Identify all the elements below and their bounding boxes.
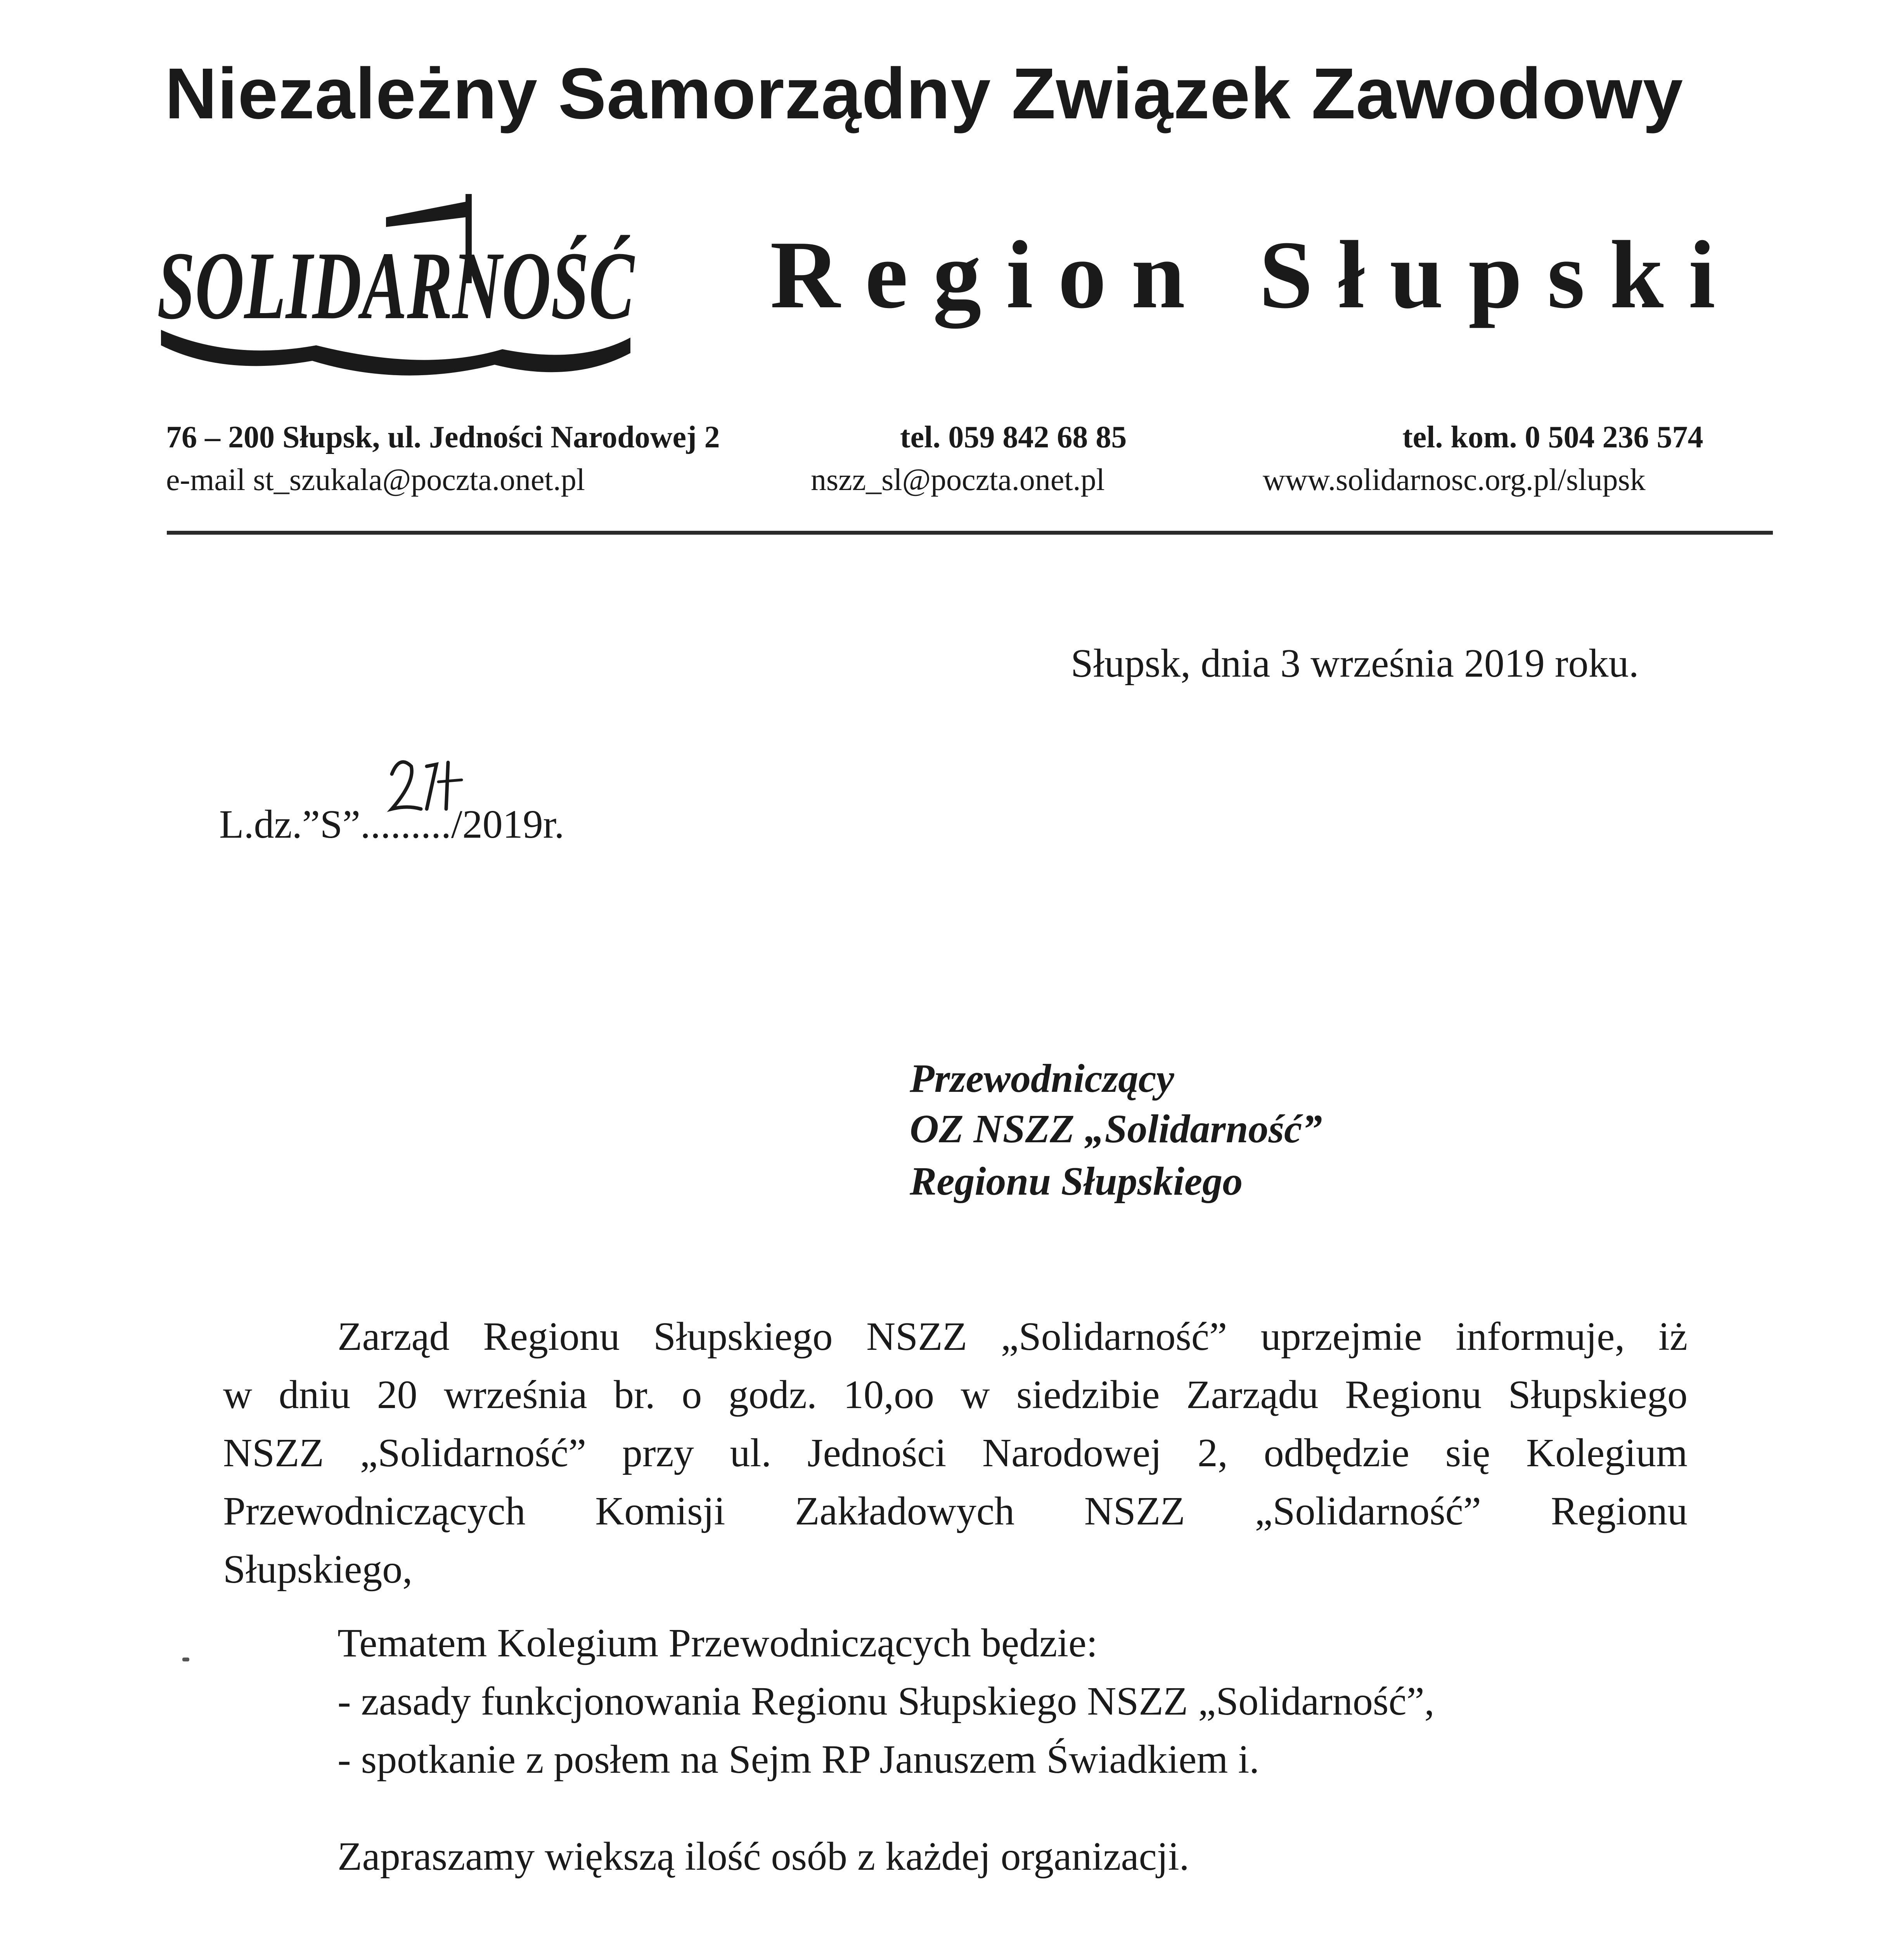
addressee-line-2: OZ NSZZ „Solidarność” bbox=[910, 1107, 1322, 1151]
svg-text:SOLIDARNOŚĆ: SOLIDARNOŚĆ bbox=[157, 232, 635, 340]
reference-suffix: /2019r. bbox=[451, 802, 564, 847]
paragraph-line: Słupskiego, bbox=[223, 1547, 413, 1592]
main-paragraph bbox=[223, 1308, 1688, 1599]
invitation: Zapraszamy większą ilość osób z każdej organizacji. bbox=[338, 1834, 1189, 1879]
email-2: nszz_sl@poczta.onet.pl bbox=[811, 463, 1105, 497]
mobile-phone: tel. kom. 0 504 236 574 bbox=[1402, 420, 1703, 454]
addressee-line-3: Regionu Słupskiego bbox=[910, 1159, 1243, 1204]
paragraph-line: w dniu 20 września br. o godz. 10,oo w siedzibie Zarządu Regionu Słupskiego bbox=[223, 1372, 1688, 1417]
topic-item: - spotkanie z posłem na Sejm RP Januszem Świadkiem i. bbox=[338, 1737, 1260, 1782]
solidarnosc-logo bbox=[153, 190, 642, 392]
scan-speck bbox=[182, 1658, 189, 1661]
header-divider bbox=[167, 531, 1773, 535]
topics-intro: Tematem Kolegium Przewodniczących będzie: bbox=[338, 1621, 1098, 1665]
phone: tel. 059 842 68 85 bbox=[900, 420, 1127, 454]
paragraph-line: NSZZ „Solidarność” przy ul. Jedności Narodowej 2, odbędzie się Kolegium bbox=[223, 1431, 1688, 1475]
paragraph-line: Przewodniczących Komisji Zakładowych NSZZ „Solidarność” Regionu bbox=[223, 1489, 1688, 1533]
website: www.solidarnosc.org.pl/slupsk bbox=[1263, 463, 1646, 497]
topic-item: - zasady funkcjonowania Regionu Słupskiego NSZZ „Solidarność”, bbox=[338, 1679, 1435, 1723]
email-1: e-mail st_szukala@poczta.onet.pl bbox=[166, 463, 585, 497]
region-title: Region Słupski bbox=[770, 221, 1740, 329]
address: 76 – 200 Słupsk, ul. Jedności Narodowej 2 bbox=[166, 420, 720, 454]
handwritten-reference-number bbox=[384, 751, 473, 828]
union-name: Niezależny Samorządny Związek Zawodowy bbox=[165, 54, 1684, 134]
paragraph-line: Zarząd Regionu Słupskiego NSZZ „Solidarność” uprzejmie informuje, iż bbox=[338, 1314, 1688, 1359]
addressee-line-1: Przewodniczący bbox=[910, 1056, 1174, 1101]
reference-dots: ......... bbox=[360, 802, 451, 847]
place-date: Słupsk, dnia 3 września 2019 roku. bbox=[1071, 641, 1639, 686]
reference-prefix: L.dz.”S” bbox=[219, 802, 360, 847]
